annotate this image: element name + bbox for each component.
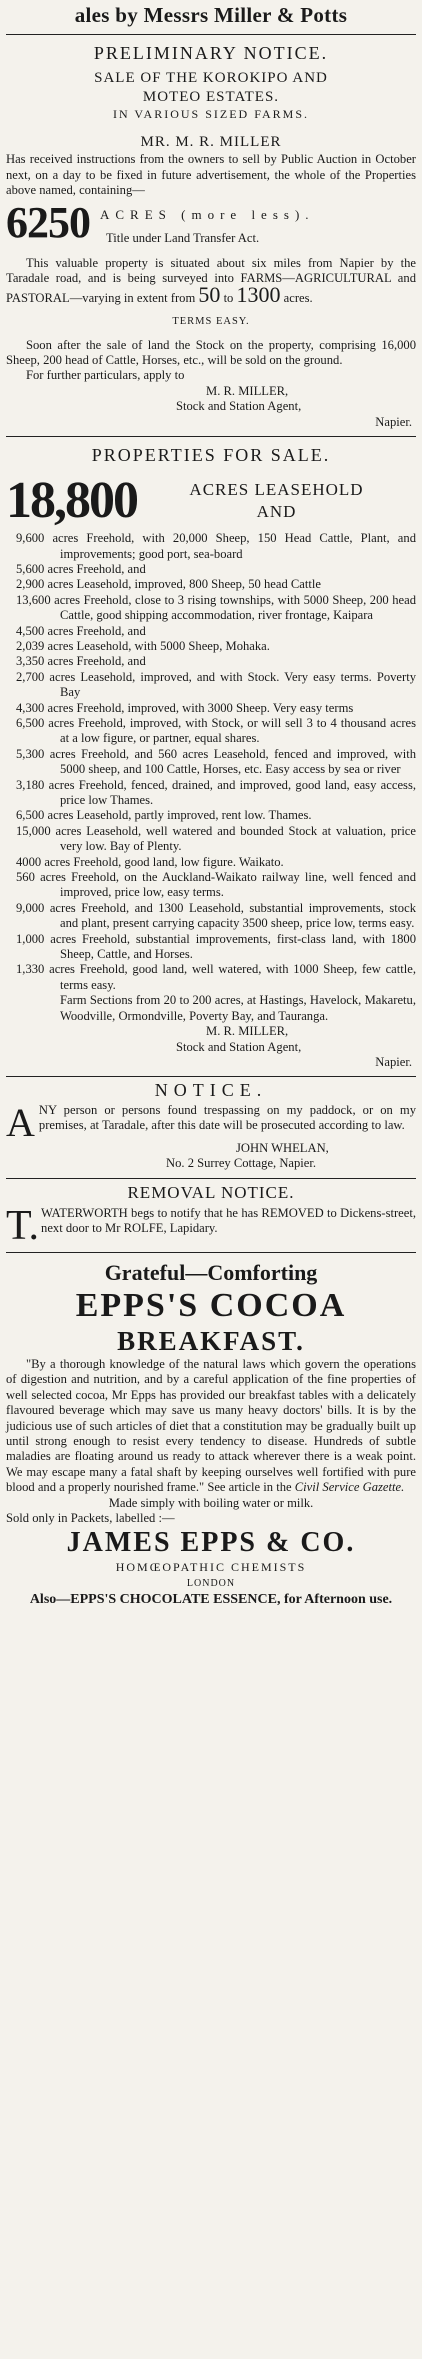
- property-item: 1,000 acres Freehold, substantial improvements, first-class land, with 1800 Sheep, Cattle, and Horses.: [16, 931, 416, 962]
- property-item: 3,180 acres Freehold, fenced, drained, and improved, good land, easy access, price low Thames.: [16, 777, 416, 807]
- range-to-word: to: [223, 290, 234, 305]
- removal-drop-w: W: [41, 1205, 52, 1220]
- property-item: 2,039 acres Leasehold, with 5000 Sheep, Mohaka.: [16, 638, 270, 653]
- notice-heading: NOTICE.: [154, 1080, 268, 1101]
- property-item: 2,700 acres Leasehold, improved, and with Stock. Very easy terms. Poverty Bay: [16, 669, 416, 700]
- property-item: 1,330 acres Freehold, good land, well watered, with 1000 Sheep, few cattle, terms easy.: [16, 962, 416, 992]
- property-item: 9,600 acres Freehold, with 20,000 Sheep, 150 Head Cattle, Plant, and improvements; good port, sea-board: [16, 531, 416, 561]
- auctioneer-name: MR. M. R. MILLER: [140, 134, 282, 151]
- leasehold-text-1: ACRES LEASEHOLD: [189, 480, 364, 500]
- divider: [6, 1252, 416, 1253]
- notice-drop-cap: A: [6, 1099, 35, 1145]
- epps-breakfast: BREAKFAST.: [117, 1325, 305, 1356]
- leasehold-text: [137, 479, 416, 523]
- trespass-notice-ad: [6, 1080, 416, 1171]
- sale-title-1: SALE OF THE KOROKIPO AND: [94, 70, 328, 86]
- acreage-number: 6250: [6, 197, 90, 247]
- range-unit: acres.: [283, 290, 313, 305]
- props-sig-name: M. R. MILLER,: [206, 1024, 289, 1039]
- props-sig-title: Stock and Station Agent,: [176, 1039, 302, 1054]
- property-list: [6, 531, 416, 993]
- property-item: 560 acres Freehold, on the Auckland-Waikato railway line, well fenced and improved, price low, easy terms.: [16, 870, 416, 900]
- property-item: 9,000 acres Freehold, and 1300 Leasehold, substantial improvements, stock and plant, present carrying capacity 3500 sheep, price low, terms easy.: [16, 900, 416, 931]
- notice-text: NY person or persons found trespassing on my paddock, or on my premises, at Taradale, after this date will be prosecuted according to law.: [38, 1102, 416, 1133]
- preliminary-notice-ad: [6, 41, 416, 430]
- removal-text: ATERWORTH begs to notify that he has REMOVED to Dickens-street, next door to Mr ROLFE, Lapidary.: [41, 1205, 416, 1236]
- prelim-sig-name: M. R. MILLER,: [206, 383, 289, 398]
- newspaper-column: [6, 0, 416, 1609]
- property-item: 4000 acres Freehold, good land, low figure. Waikato.: [16, 854, 284, 869]
- property-item: 15,000 acres Leasehold, well watered and bounded Stock at valuation, price very low. Bay of Plenty.: [16, 823, 416, 854]
- divider: [6, 1076, 416, 1077]
- range-from: 50: [198, 281, 221, 307]
- epps-grateful: Grateful—Comforting: [104, 1259, 318, 1285]
- terms-easy: TERMS EASY.: [172, 316, 250, 328]
- prelim-situation: [6, 256, 416, 306]
- epps-company: JAMES EPPS & CO.: [66, 1527, 356, 1559]
- stock-note: Soon after the sale of land the Stock on the property, comprising 16,000 Sheep, 200 head of Cattle, Horses, etc., will be sold on the ground.: [6, 337, 416, 368]
- epps-name: EPPS'S COCOA: [75, 1286, 347, 1324]
- property-item: 4,300 acres Freehold, improved, with 3000 Sheep. Very easy terms: [16, 700, 354, 715]
- property-item: 6,500 acres Leasehold, partly improved, rent low. Thames.: [16, 808, 312, 823]
- notice-sig-addr: No. 2 Surrey Cottage, Napier.: [166, 1156, 317, 1171]
- removal-body: [6, 1202, 416, 1249]
- epps-cocoa-ad: [6, 1259, 416, 1609]
- property-item: 13,600 acres Freehold, close to 3 rising townships, with 5000 Sheep, 200 head Cattle, good shipping accommodation, river frontage, Kaipara: [16, 592, 416, 623]
- sale-subtitle: IN VARIOUS SIZED FARMS.: [112, 107, 310, 121]
- property-item: 4,500 acres Freehold, and: [16, 623, 146, 638]
- property-item: 6,500 acres Freehold, improved, with Stock, or will sell 3 to 4 thousand acres at a low figure, or partner, equal shares.: [16, 715, 416, 746]
- epps-also: Also—EPPS'S CHOCOLATE ESSENCE, for Afternoon use.: [29, 1592, 393, 1608]
- divider: [6, 34, 416, 35]
- acreage-unit: ACRES (more less).: [100, 206, 315, 222]
- page-header: ales by Messrs Miller & Potts: [74, 3, 348, 27]
- epps-london: LONDON: [186, 1577, 236, 1589]
- prelim-intro: Has received instructions from the owners to sell by Public Auction in October next, on a day to be fixed in future advertisement, the whole of the Properties above named, containing—: [6, 152, 416, 198]
- apply-note: For further particulars, apply to: [26, 368, 185, 383]
- epps-chemists: HOMŒOPATHIC CHEMISTS: [115, 1560, 307, 1575]
- removal-drop-cap: T.: [6, 1202, 40, 1249]
- epps-made: Made simply with boiling water or milk.: [108, 1495, 314, 1510]
- removal-heading: REMOVAL NOTICE.: [127, 1182, 295, 1202]
- epps-body-text: "By a thorough knowledge of the natural laws which govern the operations of digestion and nutrition, and by a careful application of the fine properties of well selected cocoa, Mr Epps has provided our breakfast tables with a delicately flavoured beverage which may save us many heavy doctors' bills. It is by the judicious use of such articles of diet that a constitution may be gradually built up until strong enough to resist every tendency to disease. Hundreds of subtle maladies are floating around us ready to attack wherever there is a weak point. We may escape many a fatal shaft by keeping ourselves well fortified with pure blood and a properly nourished frame." See article in the: [6, 1356, 416, 1495]
- prelim-heading: PRELIMINARY NOTICE.: [93, 43, 329, 63]
- divider: [6, 436, 416, 437]
- situation-text: This valuable property is situated about six miles from Napier by the Taradale road, and is being surveyed into FARMS—AGRICULTURAL and PASTORAL—varying in extent from: [6, 256, 416, 305]
- notice-body: [6, 1099, 416, 1145]
- sale-title-2: MOTEO ESTATES.: [142, 89, 280, 105]
- epps-source: Civil Service Gazette.: [294, 1480, 405, 1495]
- prelim-sig-place: Napier.: [375, 414, 412, 429]
- leasehold-text-2: AND: [256, 502, 297, 522]
- range-to: 1300: [236, 281, 281, 307]
- property-item: 5,300 acres Freehold, and 560 acres Leasehold, fenced and improved, with 5000 sheep, and 100 Cattle, Horses, etc. Easy access by sea or river: [16, 746, 416, 777]
- prelim-sig-title: Stock and Station Agent,: [176, 399, 302, 414]
- property-item: 2,900 acres Leasehold, improved, 800 Sheep, 50 head Cattle: [16, 577, 321, 592]
- epps-sold: Sold only in Packets, labelled :—: [6, 1511, 175, 1525]
- property-item: 3,350 acres Freehold, and: [16, 654, 146, 669]
- farm-sections: Farm Sections from 20 to 200 acres, at Hastings, Havelock, Makaretu, Woodville, Ormondville, Poverty Bay, and Tauranga.: [60, 993, 416, 1023]
- props-sig-place: Napier.: [375, 1054, 412, 1069]
- leasehold-row: [6, 472, 416, 530]
- removal-notice-ad: [6, 1182, 416, 1249]
- epps-body: [6, 1357, 416, 1496]
- divider: [6, 1178, 416, 1179]
- title-act: Title under Land Transfer Act.: [106, 230, 260, 245]
- notice-sig-name: JOHN WHELAN,: [236, 1140, 329, 1155]
- properties-for-sale-ad: [6, 443, 416, 1070]
- property-item: 5,600 acres Freehold, and: [16, 561, 146, 576]
- properties-heading: PROPERTIES FOR SALE.: [91, 445, 331, 466]
- leasehold-number: 18,800: [6, 472, 137, 530]
